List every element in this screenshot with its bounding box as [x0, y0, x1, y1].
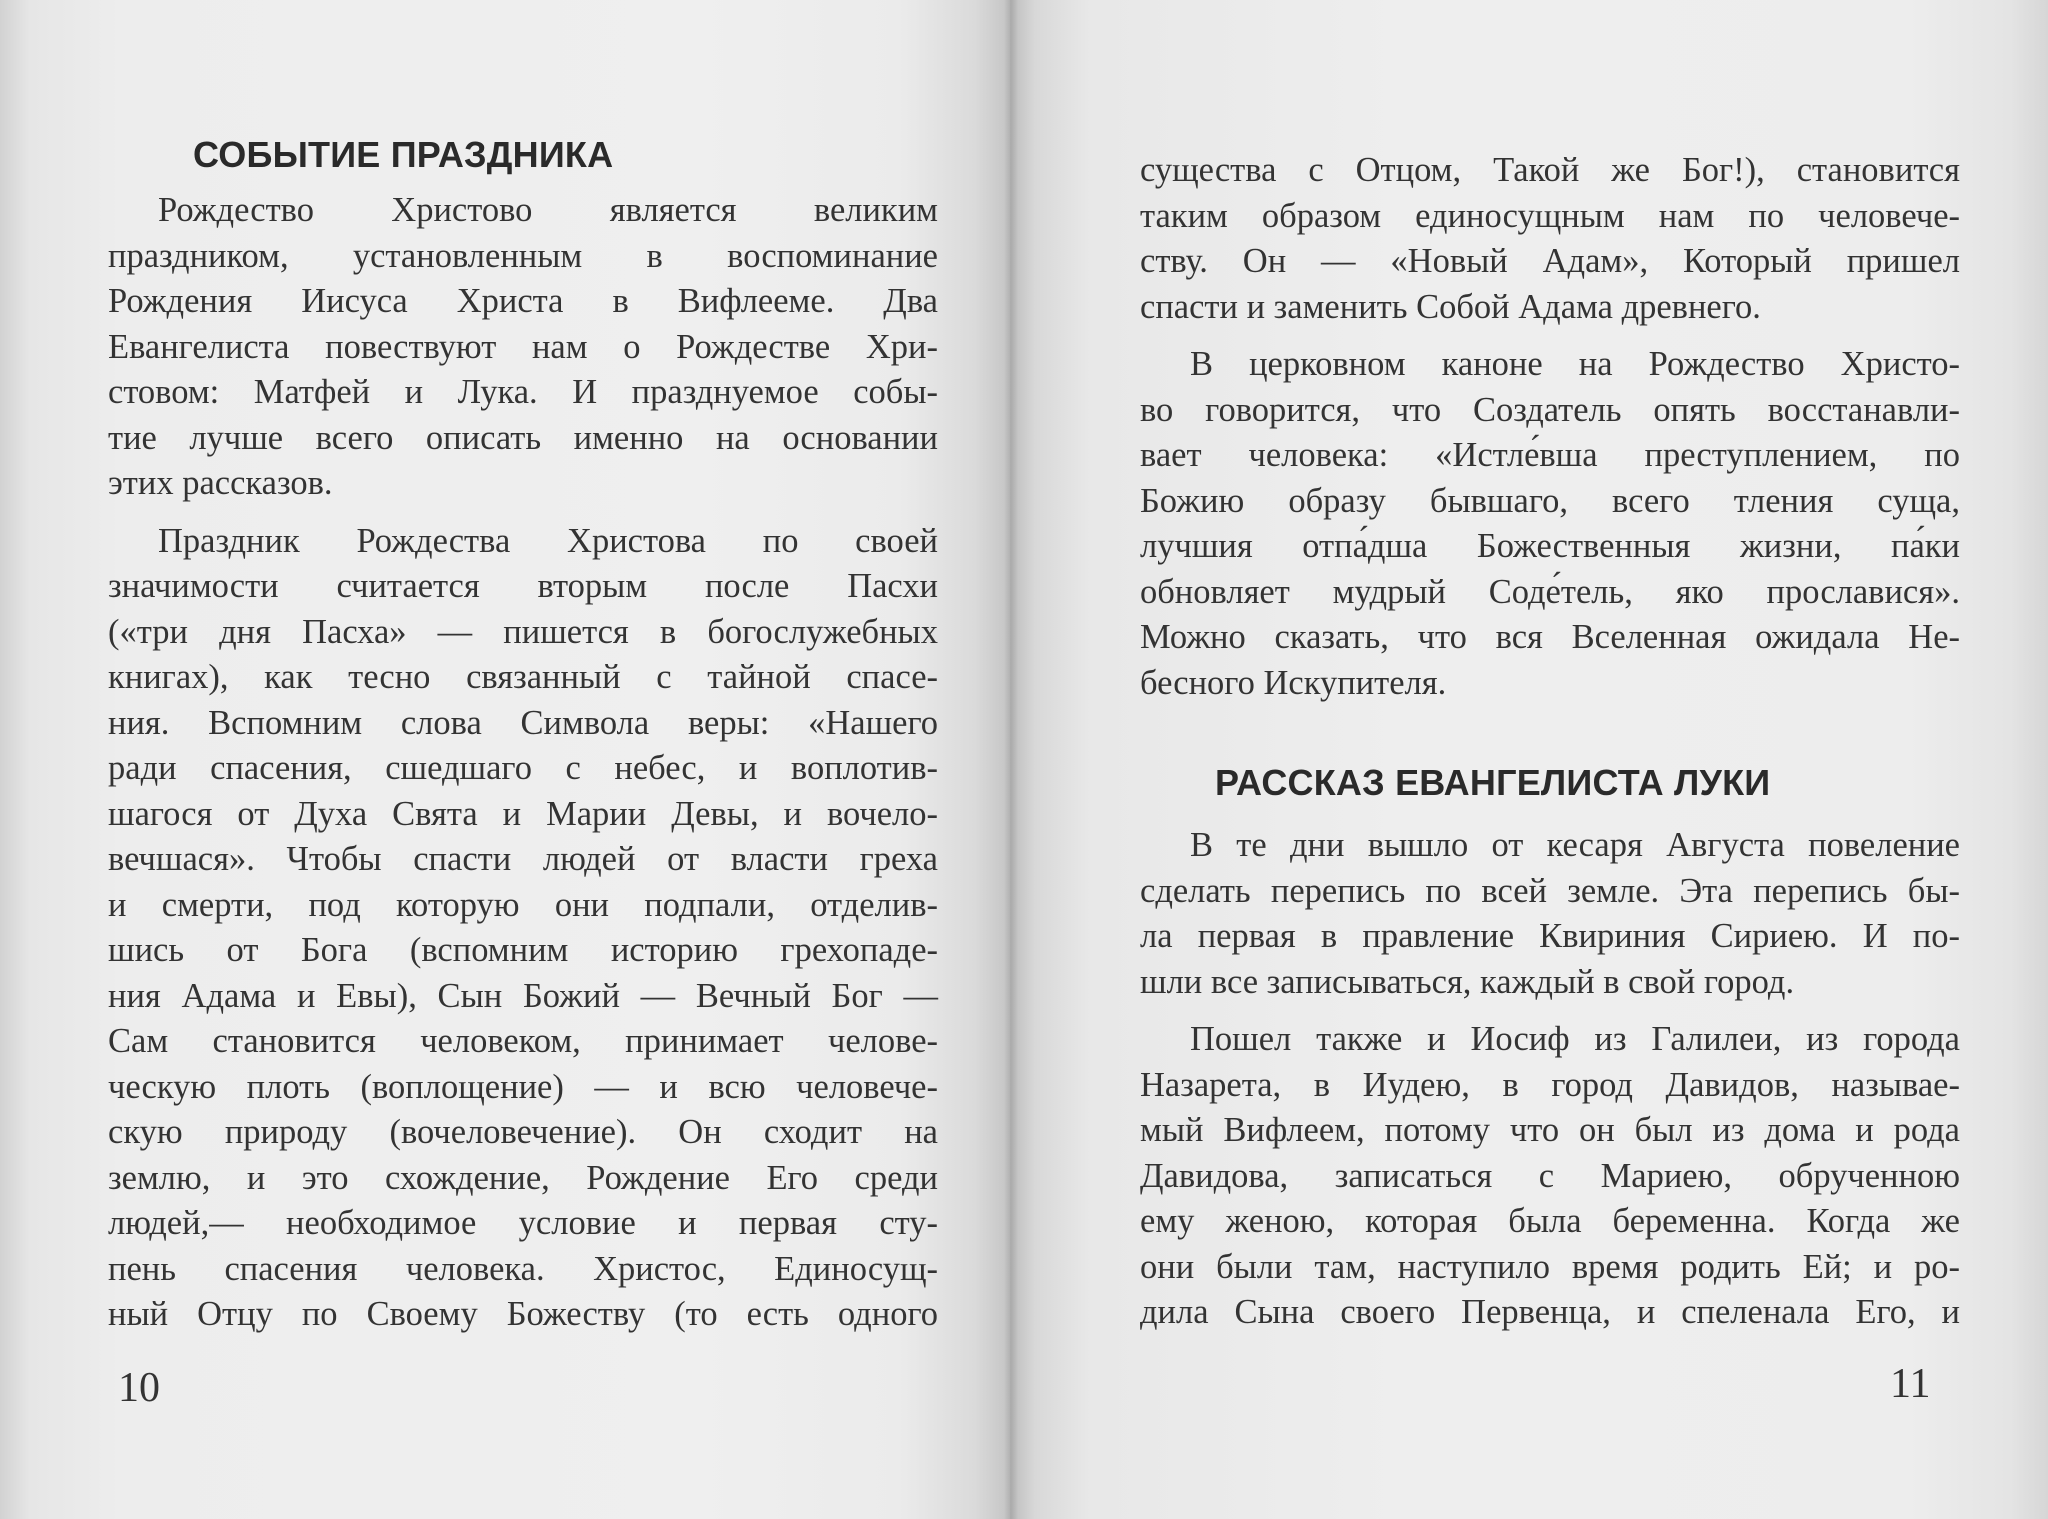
left-page [0, 0, 1010, 1519]
text-line: ческую плоть (воплощение) — и всю человече- [108, 1067, 938, 1106]
left-page-body [108, 188, 938, 1338]
text-line: таким образом единосущным нам по человече- [1140, 196, 1960, 235]
text-line: («три дня Пасха» — пишется в богослужебных [108, 612, 938, 651]
text-line: Сам становится человеком, принимает челове- [108, 1022, 938, 1060]
text-line: Евангелиста повествуют нам о Рождестве Хри- [108, 327, 938, 366]
right-page-body-top [1140, 148, 1960, 706]
text-line: В те дни вышло от кесаря Августа повеление [1190, 826, 1960, 864]
text-line: обновляет мудрый Соде́тель, яко прославися». [1140, 572, 1960, 611]
text-line: ему женою, которая была беременна. Когда же [1140, 1202, 1960, 1240]
text-line: ради спасения, сшедшаго с небес, и воплотив- [108, 749, 938, 787]
text-line: скую природу (вочеловечение). Он сходит на [108, 1113, 938, 1151]
text-line: Можно сказать, что вся Вселенная ожидала Не- [1140, 618, 1960, 656]
text-line: сделать перепись по всей земле. Эта перепись бы- [1140, 871, 1960, 910]
right-page [1010, 0, 2048, 1519]
text-line: Пошел также и Иосиф из Галилеи, из города [1190, 1020, 1960, 1058]
text-line: ния Адама и Евы), Сын Божий — Вечный Бог — [108, 976, 938, 1015]
text-line: стовом: Матфей и Лука. И празднуемое собы- [108, 373, 938, 411]
text-line: шагося от Духа Свята и Марии Девы, и вочело- [108, 794, 938, 833]
text-line: вает человека: «Истле́вша преступлением, по [1140, 436, 1960, 474]
right-page-body-bottom [1140, 823, 1960, 1336]
text-line: землю, и это схождение, Рождение Его среди [108, 1158, 938, 1197]
right-page-heading: РАССКАЗ ЕВАНГЕЛИСТА ЛУКИ [1215, 762, 1771, 803]
left-page-heading: СОБЫТИЕ ПРАЗДНИКА [193, 134, 614, 175]
text-line: этих рассказов. [108, 464, 333, 502]
text-line: Праздник Рождества Христова по своей [158, 521, 938, 560]
right-page-number: 11 [1890, 1361, 1931, 1407]
paragraph-gap [1140, 1005, 1960, 1017]
text-line: шли все записываться, каждый в свой город. [1140, 962, 1795, 1001]
text-line: пень спасения человека. Христос, Единосущ- [108, 1249, 938, 1288]
text-line: Назарета, в Иудею, в город Давидов, называе- [1140, 1065, 1960, 1104]
text-line: тие лучше всего описать именно на основании [108, 418, 938, 457]
text-line: ния. Вспомним слова Символа веры: «Нашего [108, 703, 938, 742]
text-line: людей,— необходимое условие и первая сту- [108, 1204, 938, 1242]
text-line: спасти и заменить Собой Адама древнего. [1140, 287, 1761, 326]
left-page-number: 10 [118, 1365, 160, 1411]
text-line: Рождество Христово является великим [158, 191, 938, 229]
text-line: лучшия отпа́дша Божественныя жизни, па́ки [1140, 527, 1960, 565]
text-line: и смерти, под которую они подпали, отделив- [108, 885, 938, 924]
text-line: Рождения Иисуса Христа в Вифлееме. Два [108, 282, 938, 320]
book-gutter [1004, 0, 1018, 1519]
text-line: книгах), как тесно связанный с тайной спасе- [108, 658, 938, 696]
paragraph-gap [108, 507, 938, 519]
text-line: В церковном каноне на Рождество Христо- [1190, 345, 1960, 383]
text-line: значимости считается вторым после Пасхи [108, 567, 938, 605]
text-line: ла первая в правление Квириния Сириею. И по- [1140, 917, 1960, 955]
text-line: шись от Бога (вспомним историю грехопаде- [108, 931, 938, 969]
text-line: они были там, наступило время родить Ей; и ро- [1140, 1247, 1960, 1286]
text-line: существа с Отцом, Такой же Бог!), становится [1140, 151, 1960, 189]
text-line: бесного Искупителя. [1140, 663, 1447, 702]
text-line: Божию образу бывшаго, всего тления суща, [1140, 481, 1960, 520]
text-line: ству. Он — «Новый Адам», Который пришел [1140, 242, 1960, 280]
text-line: дила Сына своего Первенца, и спеленала Его, и [1140, 1293, 1960, 1331]
text-line: вечшася». Чтобы спасти людей от власти греха [108, 840, 938, 878]
paragraph-gap [1140, 330, 1960, 342]
text-line: Давидова, записаться с Мариею, обрученною [1140, 1156, 1960, 1195]
text-line: во говорится, что Создатель опять восстанавли- [1140, 390, 1960, 429]
text-line: праздником, установленным в воспоминание [108, 236, 938, 275]
text-line: мый Вифлеем, потому что он был из дома и рода [1140, 1111, 1960, 1149]
text-line: ный Отцу по Своему Божеству (то есть одного [108, 1295, 938, 1333]
